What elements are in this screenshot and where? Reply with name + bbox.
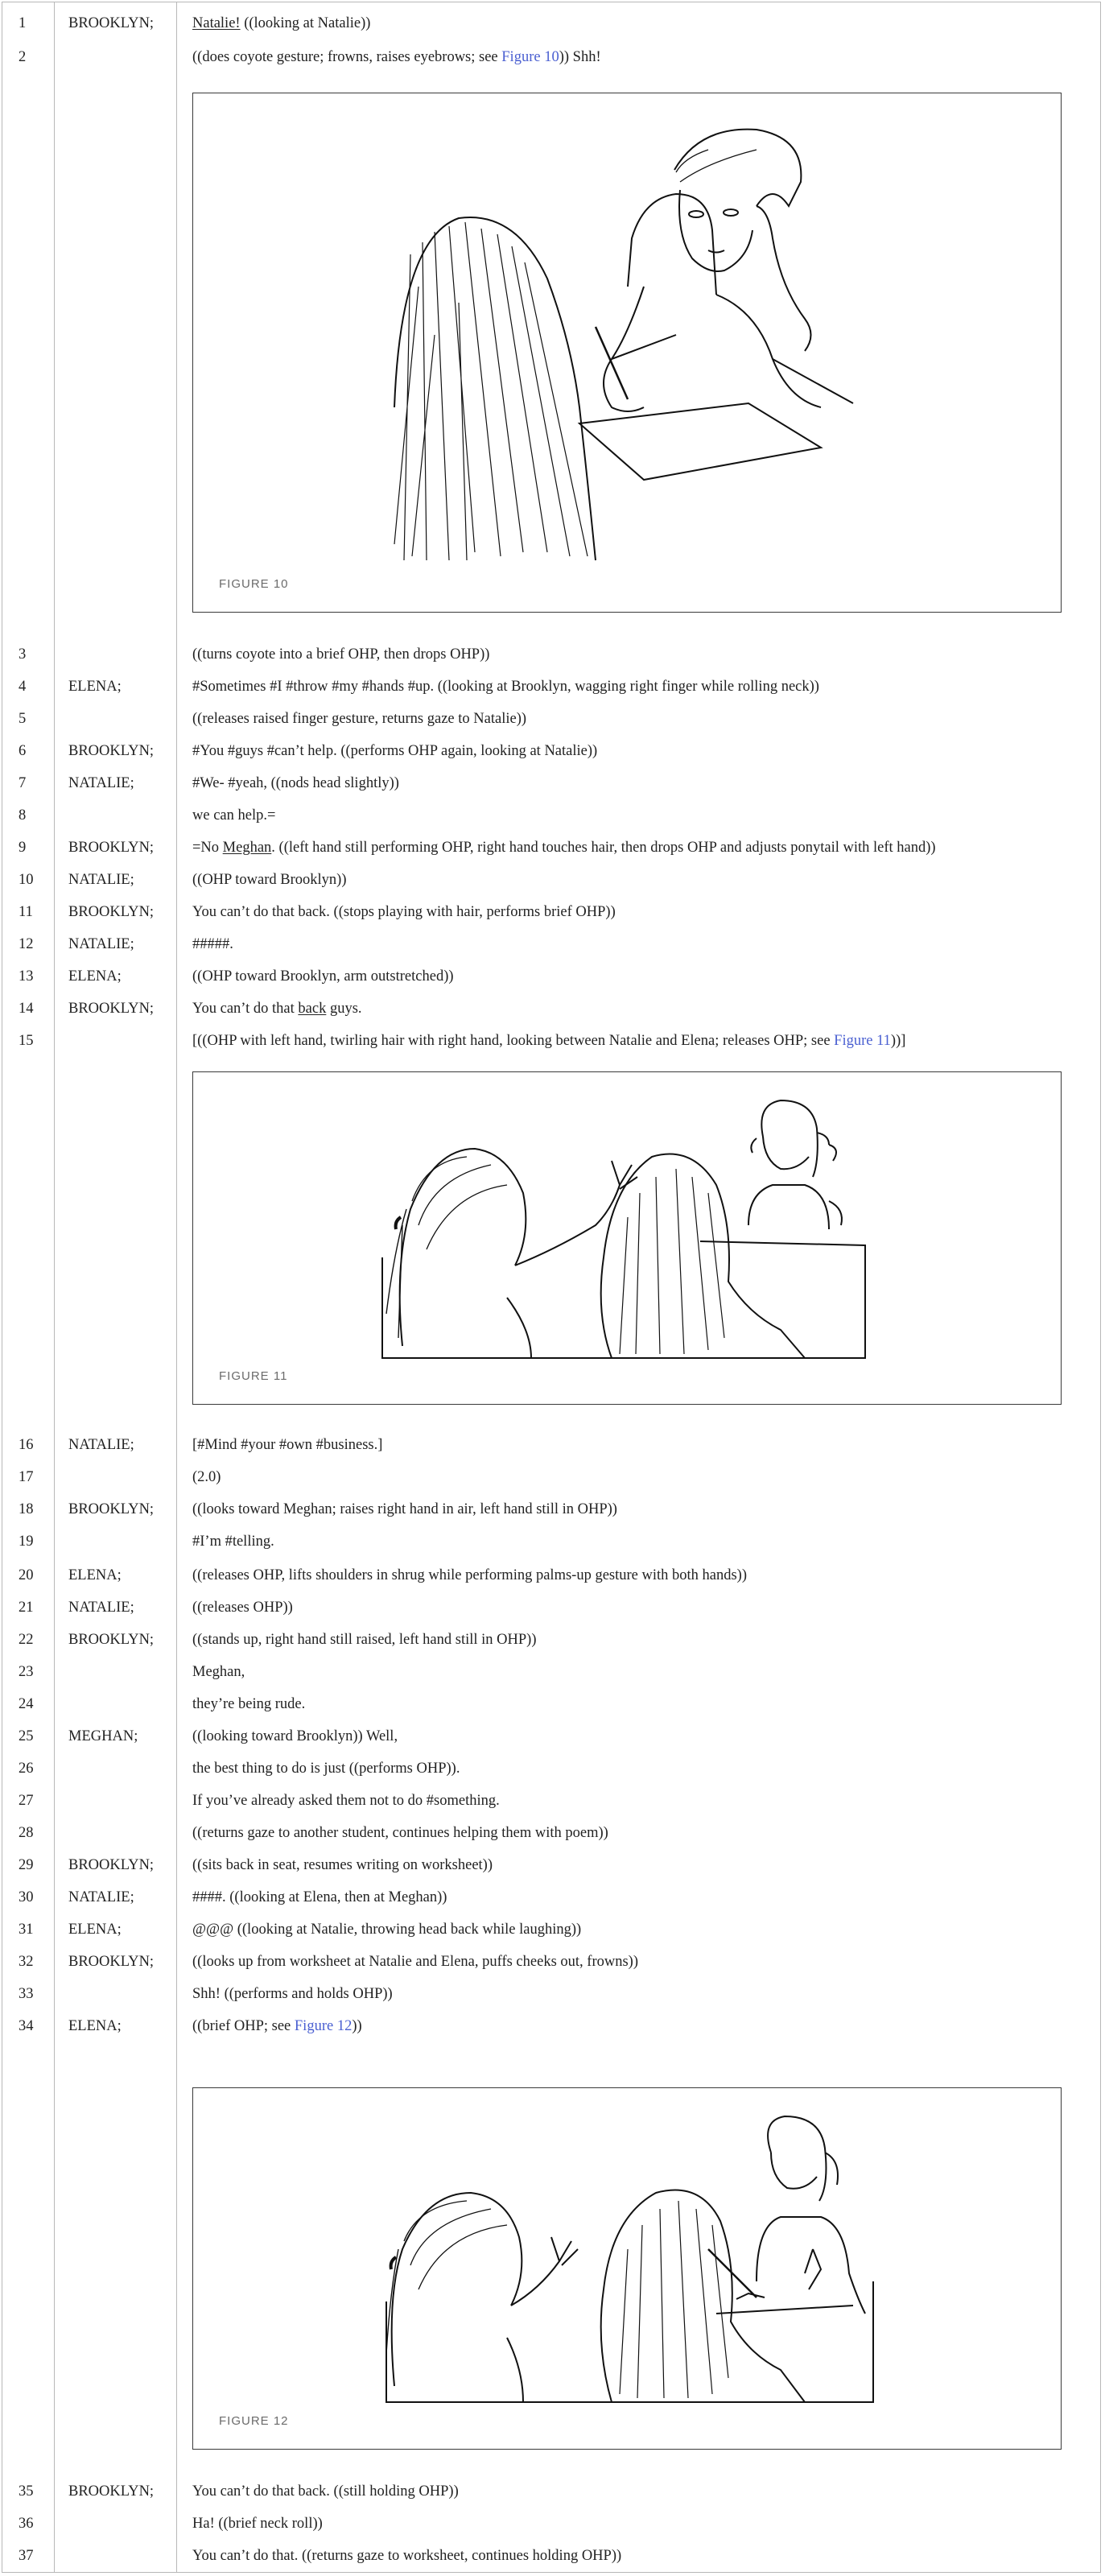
line-number: 9: [19, 840, 27, 856]
utterance: [192, 14, 370, 33]
utterance-text: #####.: [192, 936, 233, 952]
utterance-text: ((OHP toward Brooklyn)): [192, 872, 347, 888]
utterance: [192, 1984, 393, 2004]
utterance: [192, 1952, 638, 1971]
speaker-name: NATALIE;: [68, 872, 134, 888]
column-divider: [54, 2, 55, 2572]
utterance: [192, 1532, 274, 1551]
utterance-text: the best thing to do is just ((performs OHP)).: [192, 1761, 460, 1777]
utterance-text: ((turns coyote into a brief OHP, then drops OHP)): [192, 646, 490, 663]
line-number: 16: [19, 1437, 34, 1453]
utterance-text: they’re being rude.: [192, 1696, 306, 1712]
line-number: 29: [19, 1857, 34, 1873]
utterance: [192, 741, 597, 761]
transcript-row: [2, 870, 1100, 899]
utterance: [192, 806, 275, 825]
transcript-row: [2, 1031, 1100, 1060]
speaker-name: BROOKLYN;: [68, 1857, 155, 1873]
utterance-text: You can’t do that back. ((stops playing with hair, performs brief OHP)): [192, 904, 616, 920]
transcript-row: [2, 1532, 1100, 1561]
line-number: 32: [19, 1954, 34, 1970]
transcript-row: [2, 1888, 1100, 1917]
utterance-text: . ((left hand still performing OHP, right hand touches hair, then drops OHP and adjusts ponytail with left hand)): [271, 840, 936, 856]
speaker-name: BROOKLYN;: [68, 1001, 155, 1017]
utterance: [192, 709, 526, 729]
speaker-name: NATALIE;: [68, 1600, 134, 1616]
line-number: 15: [19, 1033, 34, 1049]
utterance-text: ((brief OHP; see: [192, 2018, 295, 2034]
figure-10-label: FIGURE 10: [219, 577, 289, 591]
utterance: [192, 2482, 459, 2501]
utterance-text: ((releases OHP)): [192, 1600, 293, 1616]
line-number: 26: [19, 1761, 34, 1777]
line-number: 24: [19, 1696, 34, 1712]
transcript-row: [2, 1727, 1100, 1756]
utterance: [192, 1920, 581, 1939]
line-number: 21: [19, 1600, 34, 1616]
utterance-text: ((releases raised finger gesture, returns gaze to Natalie)): [192, 711, 527, 727]
transcript-row: [2, 14, 1100, 43]
utterance-text: ((looks toward Meghan; raises right hand in air, left hand still in OHP)): [192, 1501, 617, 1517]
figure-12-label: FIGURE 12: [219, 2414, 289, 2428]
utterance: [192, 870, 346, 890]
utterance: [192, 47, 601, 67]
utterance: [192, 1695, 305, 1714]
utterance-text: ((returns gaze to another student, continues helping them with poem)): [192, 1825, 608, 1841]
speaker-name: BROOKLYN;: [68, 1501, 155, 1517]
utterance-text: ((looking toward Brooklyn)) Well,: [192, 1728, 398, 1744]
utterance: [192, 1598, 293, 1617]
utterance-text: ((does coyote gesture; frowns, raises eyebrows; see: [192, 49, 502, 65]
transcript-row: [2, 2546, 1100, 2575]
utterance: [192, 1566, 747, 1585]
speaker-name: ELENA;: [68, 679, 122, 695]
utterance: [192, 774, 399, 793]
utterance-text: )): [352, 2018, 362, 2034]
transcript-row: [2, 1695, 1100, 1724]
speaker-name: NATALIE;: [68, 936, 134, 952]
line-number: 17: [19, 1469, 34, 1485]
utterance-text: [#Mind #your #own #business.]: [192, 1437, 383, 1453]
line-number: 31: [19, 1922, 34, 1938]
line-number: 10: [19, 872, 34, 888]
figure-11: [192, 1071, 1062, 1405]
utterance-text: You can’t do that back. ((still holding OHP)): [192, 2483, 459, 2500]
line-number: 25: [19, 1728, 34, 1744]
line-number: 13: [19, 968, 34, 985]
utterance-text: ((looking at Natalie)): [240, 15, 371, 31]
utterance-text: #Sometimes #I #throw #my #hands #up. ((looking at Brooklyn, wagging right finger while rolling neck)): [192, 679, 819, 695]
transcript-row: [2, 1598, 1100, 1627]
transcript-row: [2, 1791, 1100, 1820]
speaker-name: ELENA;: [68, 1922, 122, 1938]
transcript-row: [2, 1662, 1100, 1691]
utterance-text: #I’m #telling.: [192, 1534, 274, 1550]
utterance: [192, 1856, 493, 1875]
figure-10: [192, 93, 1062, 613]
figure-reference-link[interactable]: Figure 12: [294, 2018, 353, 2034]
line-number: 18: [19, 1501, 34, 1517]
utterance-text: You can’t do that: [192, 1001, 299, 1017]
line-number: 34: [19, 2018, 34, 2034]
utterance: [192, 1500, 617, 1519]
speaker-name: NATALIE;: [68, 1889, 134, 1905]
figure-reference-link[interactable]: Figure 11: [834, 1033, 891, 1049]
line-number: 30: [19, 1889, 34, 1905]
transcript-row: [2, 999, 1100, 1028]
line-number: 35: [19, 2483, 34, 2500]
line-number: 12: [19, 936, 34, 952]
transcript-row: [2, 47, 1100, 76]
line-number: 20: [19, 1567, 34, 1583]
utterance: [192, 1435, 382, 1455]
line-number: 2: [19, 49, 27, 65]
utterance: [192, 967, 454, 986]
transcript-row: [2, 1500, 1100, 1529]
line-number: 23: [19, 1664, 34, 1680]
transcript-row: [2, 1823, 1100, 1852]
utterance: [192, 935, 233, 954]
utterance-text: Ha! ((brief neck roll)): [192, 2516, 323, 2532]
speaker-name: BROOKLYN;: [68, 1954, 155, 1970]
speaker-name: ELENA;: [68, 2018, 122, 2034]
line-number: 14: [19, 1001, 34, 1017]
utterance: [192, 1468, 221, 1487]
transcript-row: [2, 1952, 1100, 1981]
transcript-row: [2, 2017, 1100, 2046]
figure-10-illustration: [193, 93, 1061, 612]
stressed-word: Natalie!: [192, 15, 241, 31]
line-number: 37: [19, 2548, 34, 2564]
utterance-text: ))]: [890, 1033, 906, 1049]
line-number: 22: [19, 1632, 34, 1648]
utterance-text: ((releases OHP, lifts shoulders in shrug while performing palms-up gesture with both hands)): [192, 1567, 747, 1583]
transcript-row: [2, 774, 1100, 803]
speaker-name: ELENA;: [68, 968, 122, 985]
utterance-text: guys.: [326, 1001, 362, 1017]
line-number: 11: [19, 904, 33, 920]
utterance-text: ((looks up from worksheet at Natalie and Elena, puffs cheeks out, frowns)): [192, 1954, 638, 1970]
transcript-row: [2, 2514, 1100, 2543]
speaker-name: BROOKLYN;: [68, 904, 155, 920]
utterance: [192, 645, 489, 664]
transcript-row: [2, 935, 1100, 964]
line-number: 3: [19, 646, 27, 663]
utterance-text: Shh! ((performs and holds OHP)): [192, 1986, 393, 2002]
utterance-text: ((sits back in seat, resumes writing on worksheet)): [192, 1857, 493, 1873]
line-number: 8: [19, 807, 27, 824]
transcript-row: [2, 1759, 1100, 1788]
speaker-name: NATALIE;: [68, 1437, 134, 1453]
utterance-text: #We- #yeah, ((nods head slightly)): [192, 775, 399, 791]
stressed-word: Meghan: [222, 840, 272, 856]
utterance: [192, 1823, 608, 1843]
line-number: 6: [19, 743, 27, 759]
speaker-name: BROOKLYN;: [68, 2483, 155, 2500]
utterance-text: If you’ve already asked them not to do #something.: [192, 1793, 500, 1809]
line-number: 1: [19, 15, 27, 31]
utterance: [192, 838, 936, 857]
utterance: [192, 1662, 245, 1682]
transcript-row: [2, 741, 1100, 770]
line-number: 7: [19, 775, 27, 791]
utterance: [192, 2514, 323, 2533]
transcript-row: [2, 838, 1100, 867]
utterance: [192, 1630, 537, 1649]
line-number: 27: [19, 1793, 34, 1809]
speaker-name: BROOKLYN;: [68, 1632, 155, 1648]
transcript-row: [2, 645, 1100, 674]
speaker-name: BROOKLYN;: [68, 743, 155, 759]
transcript-row: [2, 2482, 1100, 2511]
line-number: 4: [19, 679, 27, 695]
transcript-row: [2, 1856, 1100, 1885]
transcript-row: [2, 677, 1100, 706]
utterance: [192, 999, 362, 1018]
transcript-row: [2, 806, 1100, 835]
utterance: [192, 2546, 621, 2566]
utterance: [192, 1727, 398, 1746]
line-number: 33: [19, 1986, 34, 2002]
utterance: [192, 1791, 500, 1810]
transcript-table: [2, 2, 1101, 2573]
utterance: [192, 2017, 362, 2036]
figure-11-label: FIGURE 11: [219, 1369, 288, 1383]
utterance-text: we can help.=: [192, 807, 276, 824]
transcript-row: [2, 1984, 1100, 2013]
utterance-text: [((OHP with left hand, twirling hair with right hand, looking between Natalie and Elena; releases OHP; see: [192, 1033, 835, 1049]
utterance-text: ####. ((looking at Elena, then at Meghan)): [192, 1889, 447, 1905]
transcript-row: [2, 1566, 1100, 1595]
utterance-text: (2.0): [192, 1469, 221, 1485]
figure-12-illustration: [193, 2088, 1061, 2449]
line-number: 36: [19, 2516, 34, 2532]
speaker-name: NATALIE;: [68, 775, 134, 791]
speaker-name: ELENA;: [68, 1567, 122, 1583]
column-divider: [176, 2, 177, 2572]
line-number: 28: [19, 1825, 34, 1841]
utterance-text: =No: [192, 840, 223, 856]
utterance: [192, 1031, 905, 1051]
figure-11-illustration: [193, 1072, 1061, 1404]
utterance-text: You can’t do that. ((returns gaze to worksheet, continues holding OHP)): [192, 2548, 622, 2564]
transcript-row: [2, 967, 1100, 996]
utterance-text: ((OHP toward Brooklyn, arm outstretched)): [192, 968, 454, 985]
speaker-name: BROOKLYN;: [68, 15, 155, 31]
figure-reference-link[interactable]: Figure 10: [501, 49, 559, 65]
figure-12: [192, 2087, 1062, 2450]
transcript-row: [2, 1468, 1100, 1496]
transcript-row: [2, 902, 1100, 931]
speaker-name: BROOKLYN;: [68, 840, 155, 856]
utterance: [192, 1888, 447, 1907]
utterance: [192, 1759, 460, 1778]
speaker-name: MEGHAN;: [68, 1728, 138, 1744]
line-number: 5: [19, 711, 27, 727]
utterance: [192, 902, 616, 922]
transcript-row: [2, 1435, 1100, 1464]
stressed-word: back: [298, 1001, 327, 1017]
utterance: [192, 677, 819, 696]
utterance-text: #You #guys #can’t help. ((performs OHP again, looking at Natalie)): [192, 743, 598, 759]
transcript-row: [2, 1630, 1100, 1659]
transcript-row: [2, 709, 1100, 738]
utterance-text: @@@ ((looking at Natalie, throwing head back while laughing)): [192, 1922, 582, 1938]
line-number: 19: [19, 1534, 34, 1550]
utterance-text: )) Shh!: [559, 49, 601, 65]
utterance-text: Meghan,: [192, 1664, 245, 1680]
utterance-text: ((stands up, right hand still raised, left hand still in OHP)): [192, 1632, 537, 1648]
transcript-row: [2, 1920, 1100, 1949]
